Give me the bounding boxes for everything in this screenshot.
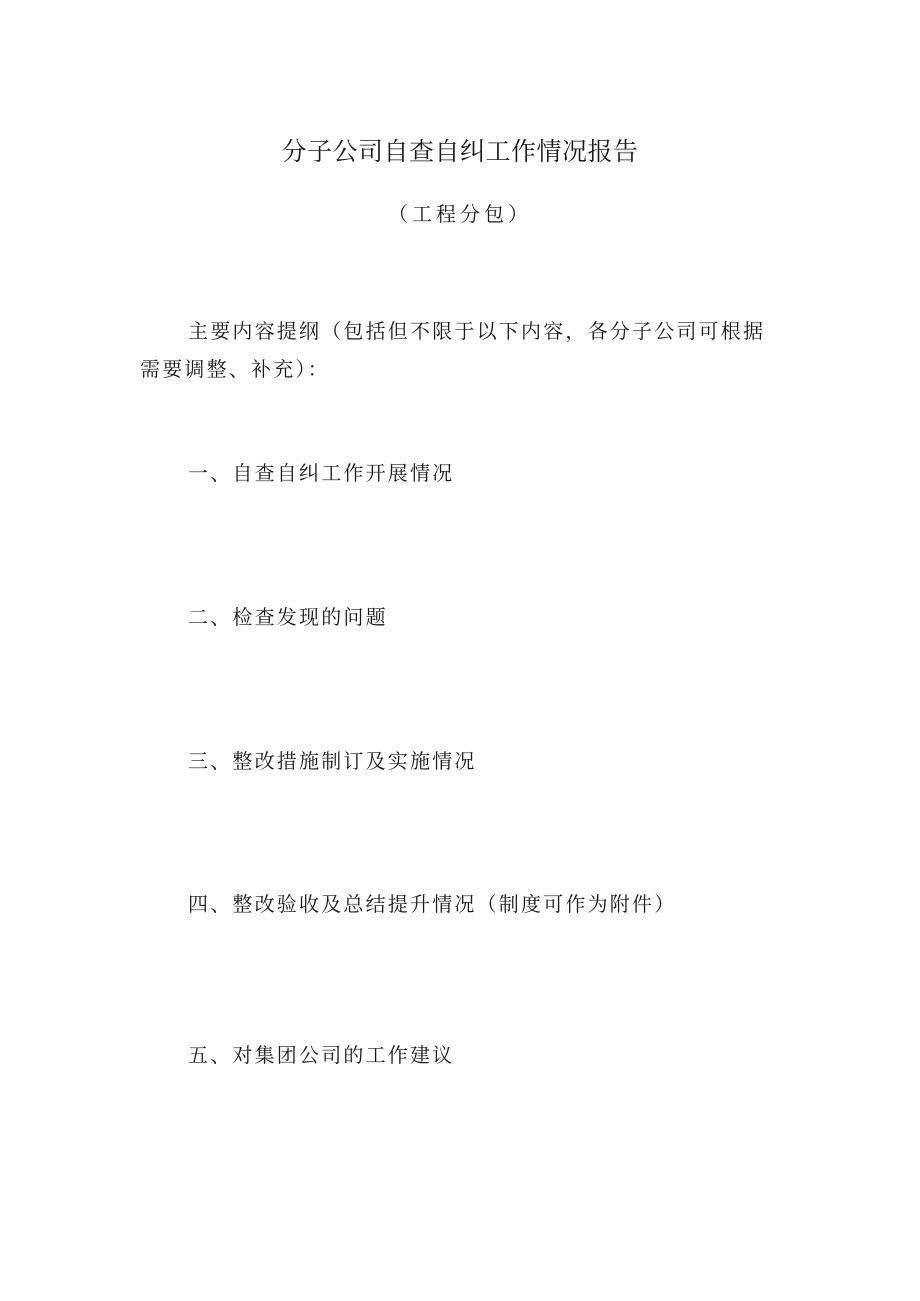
page-title: 分子公司自查自纠工作情况报告 xyxy=(281,137,639,166)
section-heading-4: 四、整改验收及总结提升情况（制度可作为附件） xyxy=(188,892,677,916)
intro-paragraph: 主要内容提纲（包括但不限于以下内容，各分子公司可根据需要调整、补充）： xyxy=(140,319,766,381)
section-heading-5: 五、对集团公司的工作建议 xyxy=(188,1043,455,1067)
section-heading-3: 三、整改措施制订及实施情况 xyxy=(188,749,477,773)
page-subtitle: （工程分包） xyxy=(388,202,532,226)
section-heading-2: 二、检查发现的问题 xyxy=(188,605,388,629)
section-heading-1: 一、自查自纠工作开展情况 xyxy=(188,461,455,485)
